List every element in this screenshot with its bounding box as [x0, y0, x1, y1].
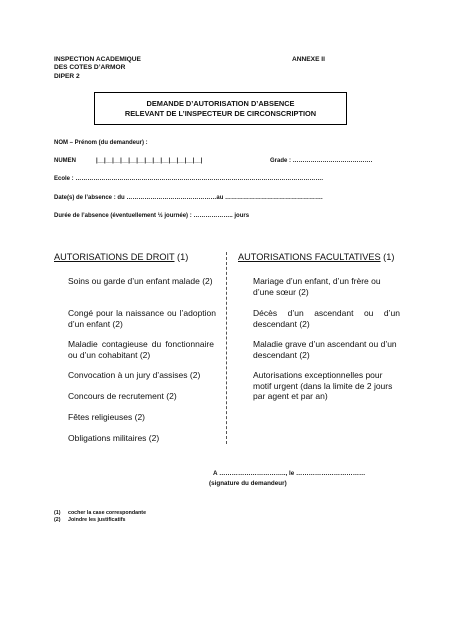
droit-item-label: Soins ou garde d’un enfant malade (2) [68, 276, 213, 286]
title-line-2: RELEVANT DE L’INSPECTEUR DE CIRCONSCRIPTION [124, 108, 317, 118]
droit-item-conge-naissance[interactable] [68, 308, 216, 329]
header-line-diper: DIPER 2 [54, 72, 80, 80]
name-field[interactable]: NOM – Prénom (du demandeur) : [54, 140, 148, 146]
droit-item-jury-assises[interactable] [68, 370, 224, 381]
school-field[interactable]: Ecole : ……………………………………………………………………………………………………………. [54, 176, 324, 182]
annex-label: ANNEXE II [292, 56, 325, 63]
header-line-cotes-darmor: DES COTES D’ARMOR [54, 64, 126, 72]
facultative-item-exceptionnelles[interactable] [253, 370, 399, 402]
facultative-item-mariage[interactable] [253, 276, 403, 297]
droit-item-obligations-militaires[interactable] [68, 433, 224, 444]
footnote-1-text: cocher la case correspondante [68, 510, 147, 516]
facultative-item-label: Maladie grave d’un ascendant ou d’un descendant (2) [253, 339, 397, 360]
droit-heading-text: AUTORISATIONS DE DROIT [54, 252, 175, 262]
footnote-1-number: (1) [54, 510, 61, 516]
signature-label: (signature du demandeur) [209, 480, 287, 487]
droit-item-label: Congé pour la naissance ou l’adoption d’un enfant (2) [68, 308, 216, 329]
facultative-item-maladie-grave[interactable] [253, 339, 403, 360]
column-divider [226, 252, 227, 444]
facultative-item-label: Autorisations exceptionnelles pour motif urgent (dans la limite de 2 jours par agent et par an) [253, 370, 393, 402]
header-line-inspection: INSPECTION ACADEMIQUE [54, 56, 141, 63]
facultative-item-label: Mariage d’un enfant, d’un frère ou d’une sœur (2) [253, 276, 381, 297]
absence-dates-field[interactable]: Date(s) de l’absence : du ………………………………………au …………………………………………. [54, 195, 323, 201]
title-line-1: DEMANDE D’AUTORISATION D’ABSENCE [146, 98, 295, 108]
title-box [94, 92, 347, 125]
droit-item-label: Convocation à un jury d’assises (2) [68, 370, 201, 380]
numen-label: NUMEN [54, 158, 76, 164]
facultatives-heading-text: AUTORISATIONS FACULTATIVES [238, 252, 381, 262]
facultatives-heading-note: (1) [380, 252, 395, 262]
droit-item-label: Maladie contagieuse du fonctionnaire ou d’un cohabitant (2) [68, 339, 214, 360]
droit-item-soins[interactable] [68, 276, 218, 287]
numen-boxes[interactable]: |__|__|__|__|__|__|__|__|__|__|__|__|__| [96, 158, 203, 164]
droit-item-label: Obligations militaires (2) [68, 433, 160, 443]
droit-heading-note: (1) [174, 252, 189, 262]
absence-duration-field[interactable]: Durée de l’absence (éventuellement ½ journée) : ……………….. jours [54, 213, 250, 219]
footnote-2-text: Joindre les justificatifs [68, 517, 126, 523]
place-date-field[interactable]: A ………………………….., le …………………………… [213, 470, 366, 477]
facultative-item-deces[interactable] [253, 308, 400, 329]
droit-item-maladie-contagieuse[interactable] [68, 339, 214, 360]
facultatives-heading [238, 252, 394, 262]
droit-heading [54, 252, 188, 262]
droit-item-concours[interactable] [68, 391, 224, 402]
grade-field[interactable]: Grade : …………………………………. [270, 158, 373, 164]
droit-item-label: Concours de recrutement (2) [68, 391, 177, 401]
facultative-item-label: Décès d’un ascendant ou d’un descendant (2) [253, 308, 400, 329]
footnote-2-number: (2) [54, 517, 61, 523]
header-block [54, 56, 141, 81]
droit-item-label: Fêtes religieuses (2) [68, 412, 146, 422]
droit-item-fetes-religieuses[interactable] [68, 412, 224, 423]
